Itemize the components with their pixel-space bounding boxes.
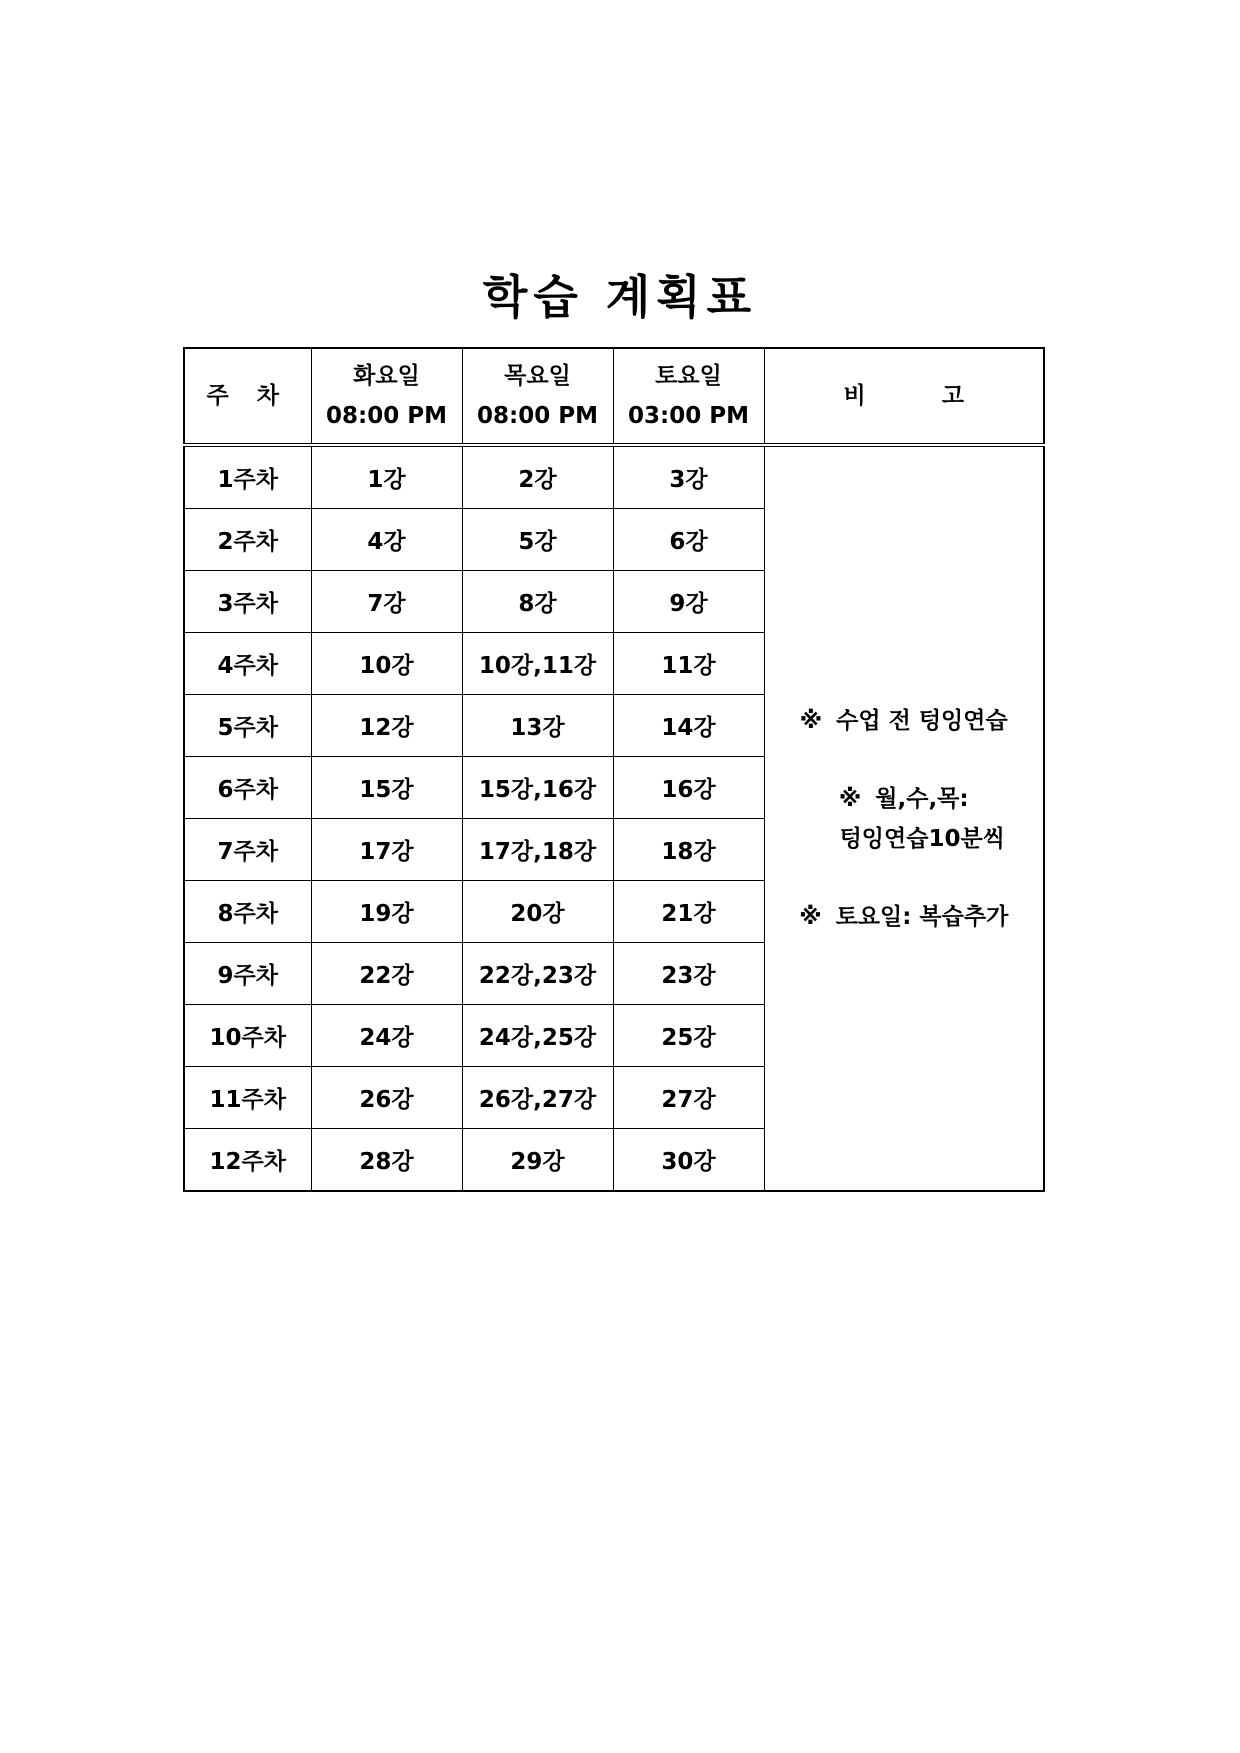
thursday-cell: 29강 [462,1129,613,1192]
reference-mark-icon: ※ [838,785,862,812]
saturday-cell: 9강 [613,571,764,633]
tuesday-cell: 17강 [311,819,462,881]
week-cell: 1주차 [184,445,311,509]
tuesday-cell: 10강 [311,633,462,695]
thursday-cell: 26강,27강 [462,1067,613,1129]
saturday-cell: 16강 [613,757,764,819]
thursday-cell: 2강 [462,445,613,509]
saturday-cell: 11강 [613,633,764,695]
header-note [764,348,1044,445]
tuesday-cell: 7강 [311,571,462,633]
document-title: 학습 계획표 [482,270,758,324]
tuesday-cell: 12강 [311,695,462,757]
header-note-label: 비 고 [843,383,998,409]
week-cell: 6주차 [184,757,311,819]
thursday-cell: 15강,16강 [462,757,613,819]
header-week-label: 주 차 [206,383,289,409]
thursday-cell: 10강,11강 [462,633,613,695]
note-text-continued: 텅잉연습10분씩 [839,825,1005,852]
saturday-cell: 14강 [613,695,764,757]
week-cell: 3주차 [184,571,311,633]
note-item [765,701,1044,741]
notes-cell [764,445,1044,1191]
note-item [765,897,1044,937]
tuesday-cell: 22강 [311,943,462,1005]
reference-mark-icon: ※ [799,707,823,734]
note-text: 수업 전 텅잉연습 [836,707,1008,734]
week-cell: 7주차 [184,819,311,881]
tuesday-cell: 26강 [311,1067,462,1129]
week-cell: 10주차 [184,1005,311,1067]
table-row [184,445,1044,509]
thursday-cell: 13강 [462,695,613,757]
thursday-cell: 20강 [462,881,613,943]
thursday-cell: 17강,18강 [462,819,613,881]
saturday-cell: 25강 [613,1005,764,1067]
header-tuesday-day: 화요일 [353,363,420,389]
week-cell: 9주차 [184,943,311,1005]
saturday-cell: 21강 [613,881,764,943]
saturday-cell: 23강 [613,943,764,1005]
thursday-cell: 8강 [462,571,613,633]
reference-mark-icon: ※ [799,903,822,930]
saturday-cell: 3강 [613,445,764,509]
header-tuesday [311,348,462,445]
header-week [184,348,311,445]
week-cell: 12주차 [184,1129,311,1192]
week-cell: 11주차 [184,1067,311,1129]
header-saturday-time: 03:00 PM [628,403,749,429]
tuesday-cell: 4강 [311,509,462,571]
thursday-cell: 5강 [462,509,613,571]
thursday-cell: 22강,23강 [462,943,613,1005]
study-plan-table [183,347,1045,1192]
note-text: 월,수,목: [875,785,969,812]
tuesday-cell: 24강 [311,1005,462,1067]
header-saturday [613,348,764,445]
header-saturday-day: 토요일 [655,363,722,389]
tuesday-cell: 1강 [311,445,462,509]
header-tuesday-time: 08:00 PM [326,403,447,429]
week-cell: 4주차 [184,633,311,695]
tuesday-cell: 15강 [311,757,462,819]
tuesday-cell: 19강 [311,881,462,943]
header-thursday-time: 08:00 PM [477,403,598,429]
header-thursday-day: 목요일 [504,363,571,389]
header-thursday [462,348,613,445]
week-cell: 5주차 [184,695,311,757]
saturday-cell: 18강 [613,819,764,881]
saturday-cell: 30강 [613,1129,764,1192]
note-item [765,779,1044,859]
table-header-row [184,348,1044,445]
tuesday-cell: 28강 [311,1129,462,1192]
note-text: 토요일: 복습추가 [835,903,1009,930]
saturday-cell: 6강 [613,509,764,571]
week-cell: 2주차 [184,509,311,571]
week-cell: 8주차 [184,881,311,943]
saturday-cell: 27강 [613,1067,764,1129]
thursday-cell: 24강,25강 [462,1005,613,1067]
